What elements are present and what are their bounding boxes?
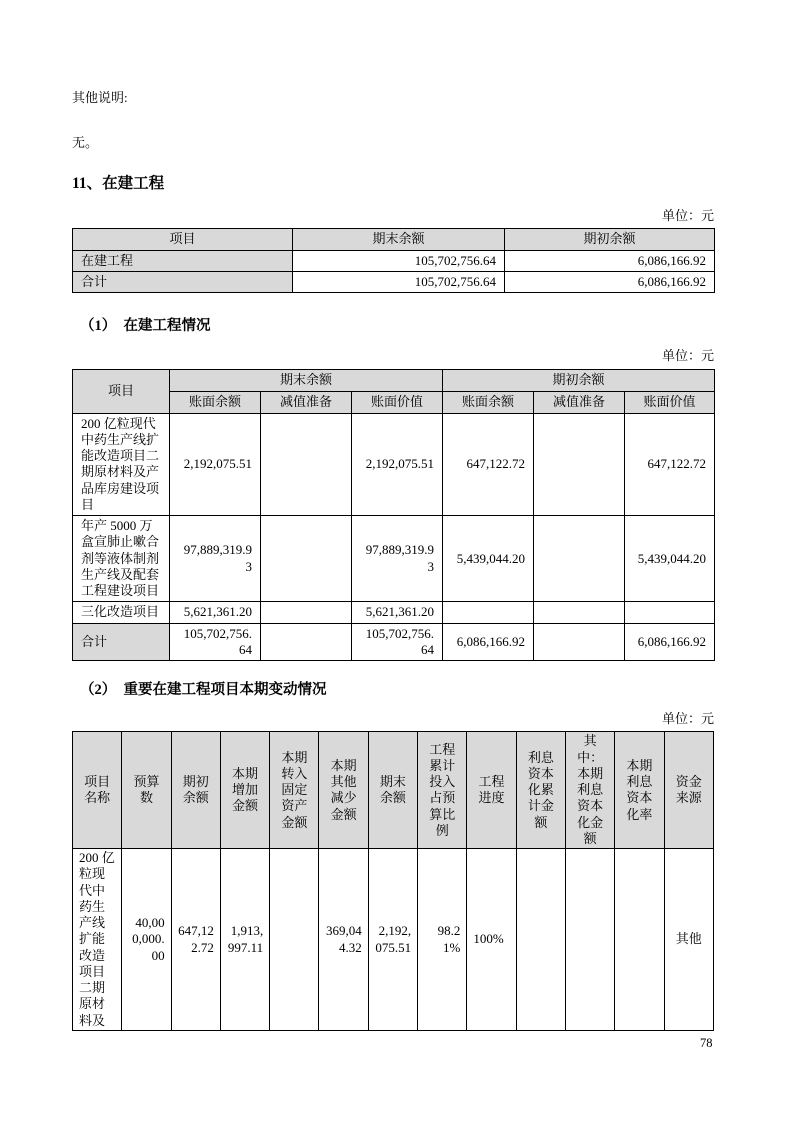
cip-summary-table [72,228,715,293]
input-to-budget-ratio-cell: 98.21% [418,849,467,1031]
header-project: 项目 [73,229,293,250]
project-name-cell: 在建工程 [73,250,293,271]
table-row [73,413,715,516]
value-cell [261,623,352,661]
value-cell: 5,621,361.20 [352,602,443,623]
total-label-cell: 合计 [73,271,293,292]
value-cell: 647,122.72 [625,413,715,516]
table-header-row [73,369,715,391]
header-interest-capitalized-current: 其中：本期利息资本化金额 [565,732,614,849]
header-ending-balance-group: 期末余额 [170,369,443,391]
header-impairment-provision: 减值准备 [261,391,352,413]
header-project-name: 项目名称 [73,732,122,849]
transfer-to-fixed-assets-cell [270,849,319,1031]
header-beginning-balance-group: 期初余额 [443,369,715,391]
beginning-balance-cell: 6,086,166.92 [505,250,715,271]
cip-changes-table [72,731,714,1031]
header-beginning-balance: 期初余额 [505,229,715,250]
other-decrease-cell: 369,044.32 [319,849,368,1031]
header-transfer-to-fixed-assets: 本期转入固定资产金额 [270,732,319,849]
table-row [73,849,714,1031]
table-row [73,250,715,271]
value-cell [625,602,715,623]
value-cell [261,602,352,623]
unit-label-1: 单位：元 [661,208,714,224]
project-name-cell: 年产 5000 万盒宣肺止嗽合剂等液体制剂生产线及配套工程建设项目 [73,516,170,602]
value-cell [261,516,352,602]
beginning-balance-cell: 647,122.72 [171,849,220,1031]
beginning-balance-cell: 6,086,166.92 [505,271,715,292]
total-label-cell: 合计 [73,623,170,661]
page-content [72,0,714,1031]
unit-label-2: 单位：元 [661,348,714,364]
unit-label-3: 单位：元 [661,711,714,727]
funding-source-cell: 其他 [664,849,713,1031]
interest-capitalized-cumulative-cell [516,849,565,1031]
value-cell [261,413,352,516]
header-input-to-budget-ratio: 工程累计投入占预算比例 [418,732,467,849]
header-interest-capitalization-rate: 本期利息资本化率 [615,732,664,849]
value-cell [534,623,625,661]
header-project-progress: 工程进度 [467,732,516,849]
value-cell [534,413,625,516]
project-name-cell: 200 亿粒现代中药生产线扩能改造项目二期原材料及产品库房建设项目 [73,413,170,516]
value-cell: 647,122.72 [443,413,534,516]
value-cell: 105,702,756.64 [352,623,443,661]
table-header-row [73,229,715,250]
header-interest-capitalized-cumulative: 利息资本化累计金额 [516,732,565,849]
other-notes-label: 其他说明: [72,90,128,105]
section-1-heading: （1） 在建工程情况 [80,318,211,335]
value-cell: 105,702,756.64 [170,623,261,661]
project-name-cell: 200 亿粒现代中药生产线扩能改造项目二期原材料及 [73,849,122,1031]
table-row [73,516,715,602]
header-project: 项目 [73,369,170,413]
header-ending-balance: 期末余额 [293,229,505,250]
header-impairment-provision: 减值准备 [534,391,625,413]
table-subheader-row [73,391,715,413]
table-header-row [73,732,714,849]
cip-detail-table [72,369,715,662]
value-cell [534,602,625,623]
header-book-value: 账面价值 [352,391,443,413]
value-cell [534,516,625,602]
value-cell: 97,889,319.93 [170,516,261,602]
value-cell: 5,439,044.20 [443,516,534,602]
table-total-row [73,271,715,292]
header-current-increase: 本期增加金额 [220,732,269,849]
interest-capitalized-current-cell [565,849,614,1031]
section-11-heading: 11、在建工程 [72,174,165,192]
value-cell: 5,439,044.20 [625,516,715,602]
ending-balance-cell: 105,702,756.64 [293,250,505,271]
header-ending-balance: 期末余额 [368,732,417,849]
header-beginning-balance: 期初余额 [171,732,220,849]
ending-balance-cell: 2,192,075.51 [368,849,417,1031]
header-budget: 预算数 [122,732,171,849]
value-cell: 97,889,319.93 [352,516,443,602]
table-total-row [73,623,715,661]
value-cell: 2,192,075.51 [352,413,443,516]
header-book-balance: 账面余额 [170,391,261,413]
current-increase-cell: 1,913,997.11 [220,849,269,1031]
value-cell: 2,192,075.51 [170,413,261,516]
header-other-decrease: 本期其他减少金额 [319,732,368,849]
budget-cell: 40,000,000.00 [122,849,171,1031]
interest-capitalization-rate-cell [615,849,664,1031]
value-cell [443,602,534,623]
ending-balance-cell: 105,702,756.64 [293,271,505,292]
section-2-heading: （2） 重要在建工程项目本期变动情况 [80,682,327,699]
project-progress-cell: 100% [467,849,516,1031]
value-cell: 6,086,166.92 [443,623,534,661]
header-funding-source: 资金来源 [664,732,713,849]
table-row [73,602,715,623]
header-book-value: 账面价值 [625,391,715,413]
none-text: 无。 [72,134,99,150]
value-cell: 5,621,361.20 [170,602,261,623]
project-name-cell: 三化改造项目 [73,602,170,623]
page-number: 78 [700,1036,713,1050]
value-cell: 6,086,166.92 [625,623,715,661]
header-book-balance: 账面余额 [443,391,534,413]
